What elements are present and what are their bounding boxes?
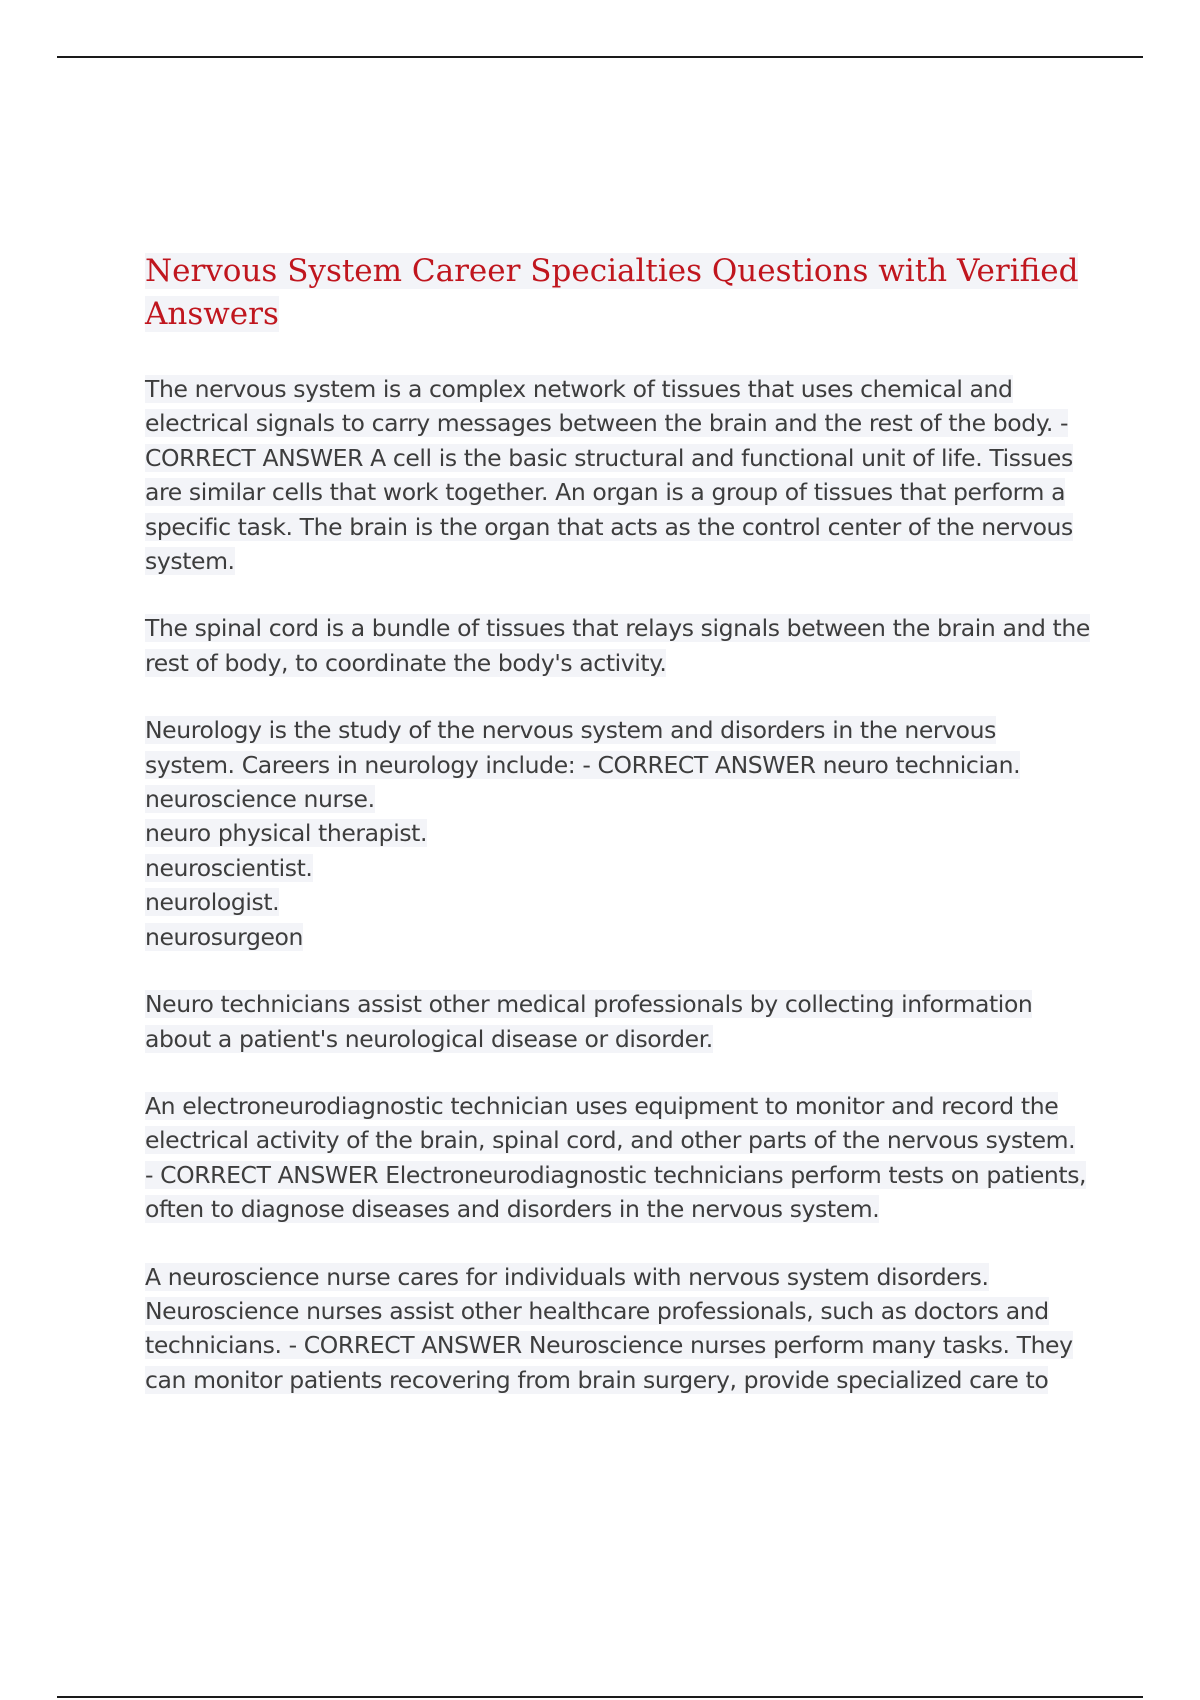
text-line: about a patient's neurological disease or disorder. (145, 1024, 713, 1053)
text-line: rest of body, to coordinate the body's activity. (145, 648, 667, 677)
paragraph-neuroscience-nurse (145, 1260, 1090, 1398)
paragraph-nervous-system (145, 372, 1090, 578)
career-list-item: neurosurgeon (145, 922, 304, 951)
career-list-item: neurologist. (145, 888, 280, 917)
text-line: CORRECT ANSWER A cell is the basic structural and functional unit of life. Tissues (145, 443, 1073, 472)
paragraph-neurology-careers (145, 713, 1090, 954)
text-line: system. Careers in neurology include: - CORRECT ANSWER neuro technician. (145, 750, 1021, 779)
header-rule (57, 56, 1143, 58)
footer-rule (57, 1696, 1143, 1698)
text-line: often to diagnose diseases and disorders in the nervous system. (145, 1195, 880, 1224)
text-line: electrical signals to carry messages between the brain and the rest of the body. - (145, 409, 1069, 438)
text-line: - CORRECT ANSWER Electroneurodiagnostic technicians perform tests on patients, (145, 1160, 1087, 1189)
career-list-item: neuroscientist. (145, 853, 313, 882)
career-list-item: neuroscience nurse. (145, 785, 375, 814)
document-title (145, 250, 1090, 336)
document-body (145, 250, 1090, 1430)
paragraph-neuro-technicians (145, 987, 1090, 1056)
text-line: Neuroscience nurses assist other healthcare professionals, such as doctors and (145, 1296, 1049, 1325)
text-line: A neuroscience nurse cares for individuals with nervous system disorders. (145, 1262, 989, 1291)
text-line: electrical activity of the brain, spinal cord, and other parts of the nervous system. (145, 1126, 1076, 1155)
paragraph-electroneurodiagnostic (145, 1089, 1090, 1227)
text-line: technicians. - CORRECT ANSWER Neuroscience nurses perform many tasks. They (145, 1331, 1073, 1360)
text-line: An electroneurodiagnostic technician uses equipment to monitor and record the (145, 1091, 1059, 1120)
paragraph-spinal-cord (145, 611, 1090, 680)
career-list-item: neuro physical therapist. (145, 819, 428, 848)
text-line: The nervous system is a complex network of tissues that uses chemical and (145, 375, 1013, 403)
text-line: The spinal cord is a bundle of tissues that relays signals between the brain and the (145, 614, 1090, 643)
text-line: Neuro technicians assist other medical professionals by collecting information (145, 990, 1033, 1019)
text-line: Neurology is the study of the nervous system and disorders in the nervous (145, 716, 996, 745)
text-line: system. (145, 547, 235, 576)
text-line: are similar cells that work together. An organ is a group of tissues that perform a (145, 478, 1066, 507)
text-line: specific task. The brain is the organ that acts as the control center of the nervous (145, 512, 1073, 541)
document-title-text: Nervous System Career Specialties Questions with Verified Answers (145, 253, 1079, 332)
text-line: can monitor patients recovering from brain surgery, provide specialized care to (145, 1365, 1049, 1394)
